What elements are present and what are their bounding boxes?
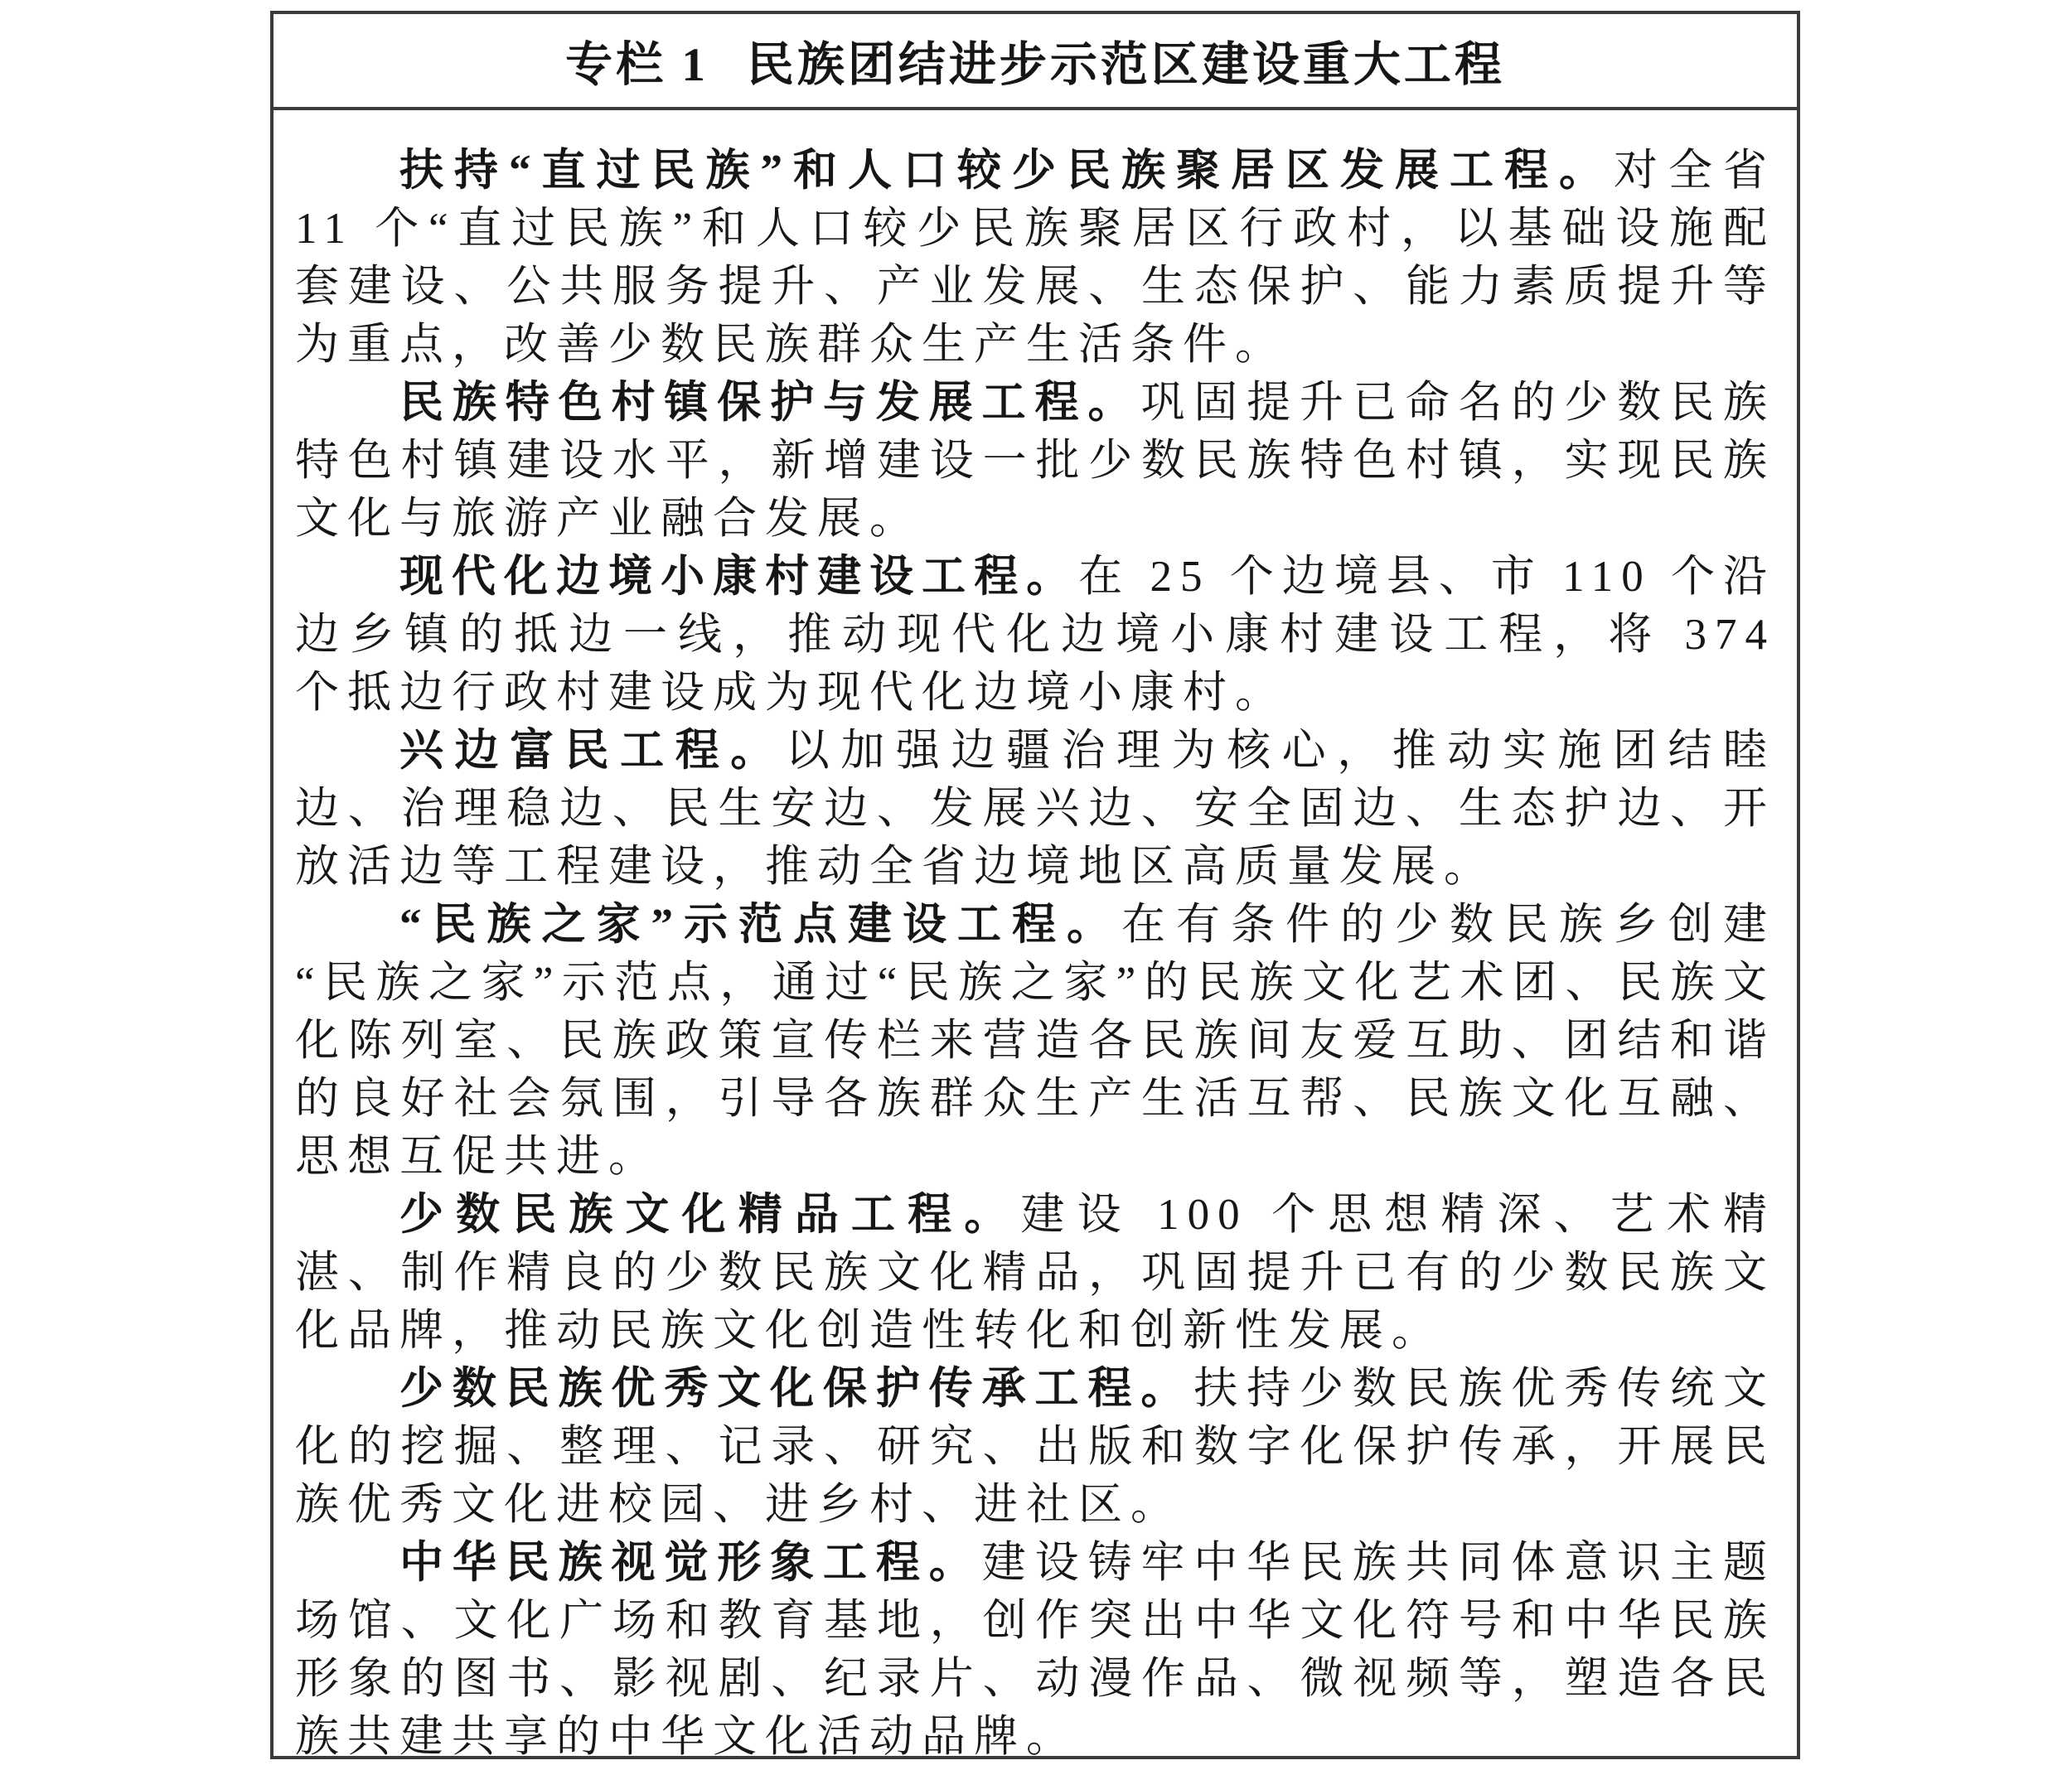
- paragraph: [295, 1186, 1775, 1360]
- paragraph-text: 扶持少数民族优秀传统文化的挖掘、整理、记录、研究、出版和数字化保护传承，开展民族优秀文化进校园、进乡村、进社区。: [295, 1365, 1776, 1529]
- paragraph-text: 建设 100 个思想精深、艺术精湛、制作精良的少数民族文化精品，巩固提升已有的少数民族文化品牌，推动民族文化创造性转化和创新性发展。: [295, 1191, 1776, 1355]
- panel-title: 民族团结进步示范区建设重大工程: [746, 39, 1505, 91]
- paragraph: [295, 548, 1775, 722]
- paragraph-lead: 少数民族优秀文化保护传承工程。: [399, 1365, 1194, 1413]
- paragraph: [295, 722, 1775, 896]
- paragraph-lead: 兴边富民工程。: [399, 727, 786, 775]
- paragraph-lead: 民族特色村镇保护与发展工程。: [399, 379, 1141, 427]
- paragraph-lead: 中华民族视觉形象工程。: [399, 1539, 982, 1587]
- column-panel: [270, 11, 1800, 1759]
- paragraph: [295, 896, 1775, 1186]
- panel-body: [274, 110, 1797, 1766]
- paragraph: [295, 374, 1775, 548]
- paragraph-text: 巩固提升已命名的少数民族特色村镇建设水平，新增建设一批少数民族特色村镇，实现民族文化与旅游产业融合发展。: [295, 379, 1776, 543]
- paragraph-lead: 现代化边境小康村建设工程。: [399, 553, 1079, 601]
- paragraph: [295, 1534, 1775, 1766]
- panel-label: 专栏 1: [565, 39, 709, 91]
- paragraph-text: 建设铸牢中华民族共同体意识主题场馆、文化广场和教育基地，创作突出中华文化符号和中华民族形象的图书、影视剧、纪录片、动漫作品、微视频等，塑造各民族共建共享的中华文化活动品牌。: [295, 1539, 1776, 1761]
- paragraph-lead: 少数民族文化精品工程。: [399, 1191, 1021, 1239]
- panel-header: [274, 14, 1797, 110]
- paragraph-text: 在 25 个边境县、市 110 个沿边乡镇的抵边一线，推动现代化边境小康村建设工程，将 374 个抵边行政村建设成为现代化边境小康村。: [295, 553, 1776, 717]
- paragraph: [295, 142, 1775, 374]
- paragraph-text: 以加强边疆治理为核心，推动实施团结睦边、治理稳边、民生安边、发展兴边、安全固边、生态护边、开放活边等工程建设，推动全省边境地区高质量发展。: [295, 727, 1776, 891]
- paragraph-text: 在有条件的少数民族乡创建“民族之家”示范点，通过“民族之家”的民族文化艺术团、民族文化陈列室、民族政策宣传栏来营造各民族间友爱互助、团结和谐的良好社会氛围，引导各族群众生产生活互帮、民族文化互融、思想互促共进。: [295, 901, 1775, 1181]
- paragraph-lead: 扶持“直过民族”和人口较少民族聚居区发展工程。: [399, 147, 1614, 195]
- paragraph-lead: “民族之家”示范点建设工程。: [399, 901, 1121, 949]
- paragraph: [295, 1360, 1775, 1534]
- paragraph-text: 对全省 11 个“直过民族”和人口较少民族聚居区行政村，以基础设施配套建设、公共服务提升、产业发展、生态保护、能力素质提升等为重点，改善少数民族群众生产生活条件。: [295, 147, 1775, 369]
